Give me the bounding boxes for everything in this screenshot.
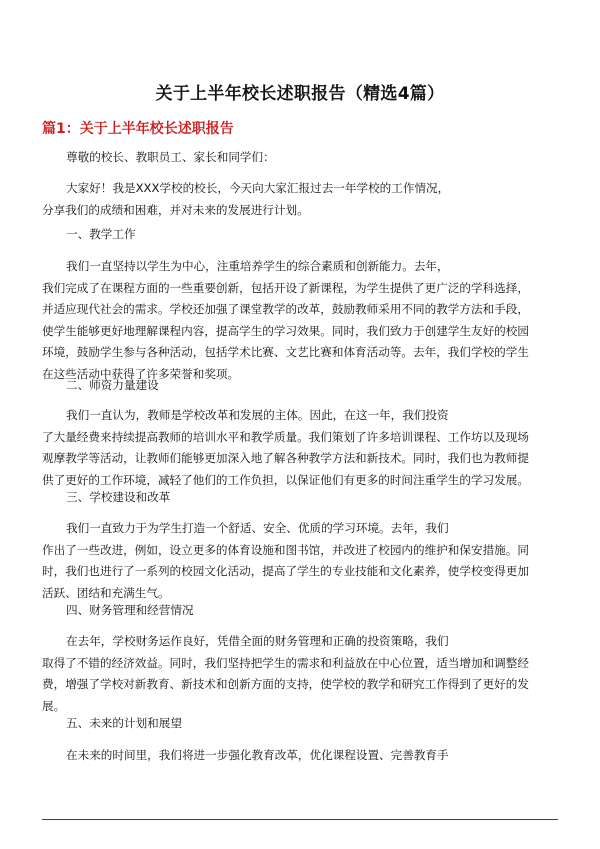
- paragraph-line: 我们一直认为，教师是学校改革和发展的主体。因此，在这一年，我们投资: [66, 408, 449, 422]
- section-2-body: [42, 405, 562, 491]
- paragraph-line: 在去年，学校财务运作良好，凭借全面的财务管理和正确的投资策略，我们: [66, 634, 449, 648]
- paragraph-line: 时，我们也进行了一系列的校园文化活动，提高了学生的专业技能和文化素养，使学校变得更加: [42, 564, 529, 578]
- paragraph-line: 观摩教学等活动，让教师们能够更加深入地了解各种教学方法和新技术。同时，我们也为教师提: [42, 451, 529, 465]
- section-1-body: [42, 256, 562, 385]
- paragraph-line: 了大量经费来持续提高教师的培训水平和教学质量。我们策划了许多培训课程、工作坊以及现场: [42, 429, 529, 444]
- salutation: 尊敬的校长、教职员工、家长和同学们：: [66, 150, 275, 164]
- section-3-heading: 三、学校建设和改革: [66, 490, 171, 504]
- section-3-heading-block: [42, 487, 562, 509]
- paragraph-line: 环境，鼓励学生参与各种活动，包括学术比赛、文艺比赛和体育活动等。去年，我们学校的学生: [42, 345, 529, 359]
- paragraph-line: 并适应现代社会的需求。学校还加强了课堂教学的改革，鼓励教师采用不同的教学方法和手段，: [42, 302, 529, 316]
- paragraph-line: 活跃、团结和充满生气。: [42, 585, 170, 600]
- paragraph-line: 我们一直坚持以学生为中心，注重培养学生的综合素质和创新能力。去年，: [66, 259, 449, 273]
- paragraph-line: 在未来的时间里，我们将进一步强化教育改革，优化课程设置、完善教育手: [66, 748, 449, 762]
- section-2-heading: 二、师资力量建设: [66, 378, 159, 392]
- section-5-body: [42, 745, 562, 767]
- paragraph-line: 在这些活动中获得了许多荣誉和奖项。: [42, 366, 240, 381]
- intro-paragraph: [42, 178, 562, 221]
- intro-line: 大家好！我是XXX学校的校长，今天向大家汇报过去一年学校的工作情况，: [66, 181, 450, 195]
- paragraph-line: 展。: [42, 698, 66, 713]
- section-3-body: [42, 518, 562, 604]
- section-5-heading-block: [42, 713, 562, 735]
- salutation-block: [42, 147, 562, 169]
- section-4-heading-block: [42, 600, 562, 622]
- section-2-heading-block: [42, 375, 562, 397]
- document-title: 关于上半年校长述职报告（精选4篇）: [155, 84, 445, 104]
- paragraph-line: 供了更好的工作环境，减轻了他们的工作负担，以保证他们有更多的时间注重学生的学习发展。: [42, 472, 529, 487]
- footer-divider: [42, 819, 558, 820]
- paragraph-line: 费，增强了学校对新教育、新技术和创新方面的支持，使学校的教学和研究工作得到了更好的发: [42, 677, 529, 691]
- paragraph-line: 使学生能够更好地理解课程内容，提高学生的学习效果。同时，我们致力于创建学生友好的校园: [42, 323, 529, 338]
- section-1-heading-block: [42, 224, 562, 246]
- paragraph-line: 我们完成了在课程方面的一些重要创新，包括开设了新课程，为学生提供了更广泛的学科选择，: [42, 280, 529, 295]
- section-4-heading: 四、财务管理和经营情况: [66, 603, 194, 617]
- section-4-body: [42, 631, 562, 717]
- paragraph-line: 我们一直致力于为学生打造一个舒适、安全、优质的学习环境。去年，我们: [66, 521, 449, 535]
- section-heading: 篇1：关于上半年校长述职报告: [42, 121, 234, 137]
- section-1-heading: 一、教学工作: [66, 227, 136, 241]
- paragraph-line: 取得了不错的经济效益。同时，我们坚持把学生的需求和利益放在中心位置，适当增加和调整经: [42, 655, 529, 670]
- section-5-heading: 五、未来的计划和展望: [66, 716, 182, 730]
- intro-line: 分享我们的成绩和困难，并对未来的发展进行计划。: [42, 202, 309, 217]
- paragraph-line: 作出了一些改进，例如，设立更多的体育设施和图书馆，并改进了校园内的维护和保安措施。同: [42, 542, 529, 557]
